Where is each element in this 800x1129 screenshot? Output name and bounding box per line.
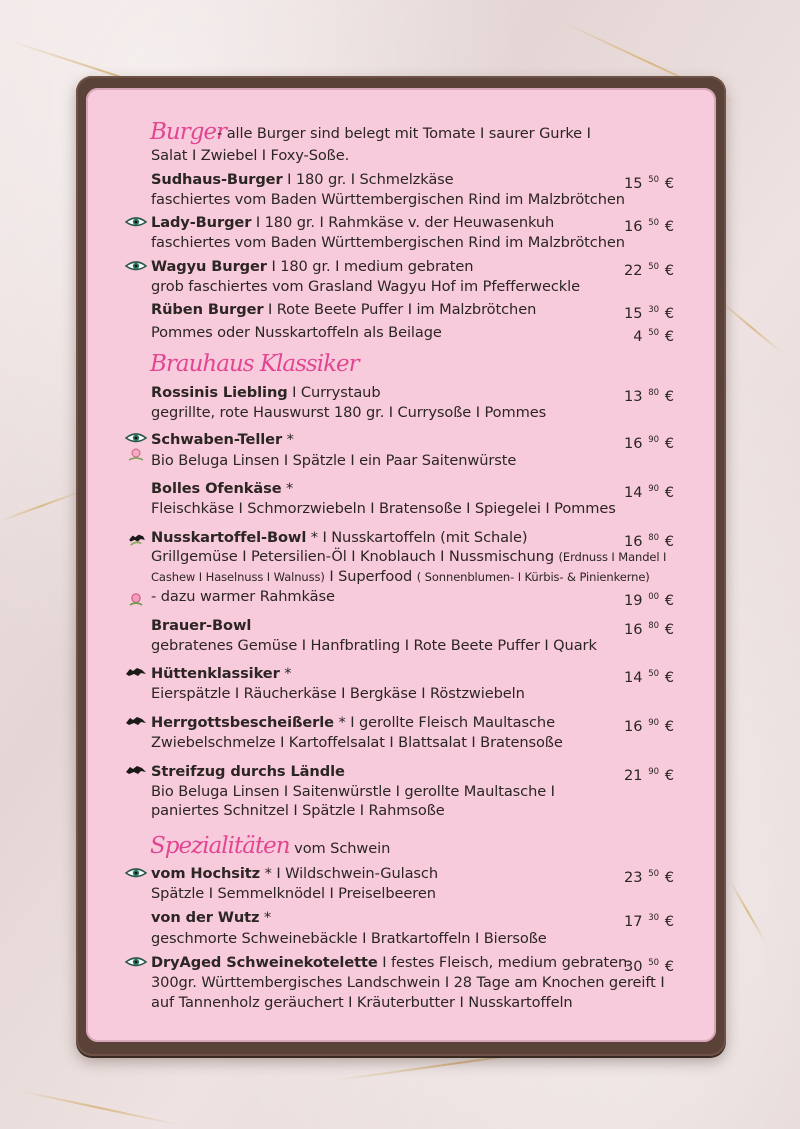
lion-leaf-icon bbox=[126, 532, 148, 546]
menu-item-title: Wagyu Burger I 180 gr. I medium gebraten bbox=[151, 258, 474, 275]
menu-item-desc: gebratenes Gemüse I Hanfbratling I Rote Beete Puffer I Quark bbox=[151, 637, 597, 654]
burger-intro-line-2: Salat I Zwiebel I Foxy-Soße. bbox=[151, 147, 350, 164]
menu-item-desc: 300gr. Württembergisches Landschwein I 28 Tage am Knochen gereift I bbox=[151, 974, 665, 991]
eye-icon bbox=[125, 259, 147, 273]
menu-item-title: Herrgottsbescheißerle * I gerollte Fleisch Maultasche bbox=[151, 714, 555, 731]
section-heading-klassiker: Brauhaus Klassiker bbox=[150, 351, 359, 377]
menu-item-desc: gegrillte, rote Hauswurst 180 gr. I Currysoße I Pommes bbox=[151, 404, 547, 421]
menu-item-title: Lady-Burger I 180 gr. I Rahmkäse v. der Heuwasenkuh bbox=[151, 214, 555, 231]
menu-item-title: Bolles Ofenkäse * bbox=[151, 480, 294, 497]
flower-icon bbox=[127, 591, 145, 607]
menu-item-desc: paniertes Schnitzel I Spätzle I Rahmsoße bbox=[151, 802, 445, 819]
section-heading-burger: Burger bbox=[150, 119, 227, 145]
menu-item-desc: Fleischkäse I Schmorzwiebeln I Bratensoße I Spiegelei I Pommes bbox=[151, 500, 616, 517]
menu-item-price: 16 $^{90}$ € bbox=[624, 435, 674, 452]
menu-item-price: 16 $^{50}$ € bbox=[624, 218, 674, 235]
menu-item-desc: Grillgemüse I Petersilien-Öl I Knoblauch I Nussmischung (Erdnuss I Mandel I bbox=[151, 548, 667, 565]
eye-icon bbox=[125, 955, 147, 969]
menu-item-side: Pommes oder Nusskartoffeln als Beilage bbox=[151, 324, 442, 341]
menu-item-price: 15 $^{30}$ € bbox=[624, 305, 674, 322]
menu-item-price: 13 $^{80}$ € bbox=[624, 388, 674, 405]
menu-item-desc: grob faschiertes vom Grasland Wagyu Hof im Pfefferweckle bbox=[151, 278, 580, 295]
menu-item-price: 19 $^{00}$ € bbox=[624, 592, 674, 609]
menu-item-price: 21 $^{90}$ € bbox=[624, 767, 674, 784]
menu-item-price: 22 $^{50}$ € bbox=[624, 262, 674, 279]
eye-icon bbox=[125, 431, 147, 445]
section-heading-spezial: Spezialitäten vom Schwein bbox=[150, 833, 391, 859]
menu-item-title: Hüttenklassiker * bbox=[151, 665, 292, 682]
flower-icon bbox=[127, 446, 145, 462]
menu-item-addon: - dazu warmer Rahmkäse bbox=[151, 588, 335, 605]
menu-item-price: 14 $^{50}$ € bbox=[624, 669, 674, 686]
menu-item-title: Rüben Burger I Rote Beete Puffer I im Malzbrötchen bbox=[151, 301, 537, 318]
menu-item-price: 23 $^{50}$ € bbox=[624, 869, 674, 886]
menu-item-title: Sudhaus-Burger I 180 gr. I Schmelzkäse bbox=[151, 171, 454, 188]
menu-item-title: von der Wutz * bbox=[151, 909, 272, 926]
menu-item-desc: Bio Beluga Linsen I Spätzle I ein Paar Saitenwürste bbox=[151, 452, 517, 469]
menu-item-title: Rossinis Liebling I Currystaub bbox=[151, 384, 381, 401]
menu-item-title: Nusskartoffel-Bowl * I Nusskartoffeln (mit Schale) bbox=[151, 529, 528, 546]
menu-item-price: 14 $^{90}$ € bbox=[624, 484, 674, 501]
menu-item-price: 17 $^{30}$ € bbox=[624, 913, 674, 930]
lion-icon bbox=[125, 764, 147, 778]
menu-item-title: Brauer-Bowl bbox=[151, 617, 252, 634]
menu-item-desc: faschiertes vom Baden Württembergischen Rind im Malzbrötchen bbox=[151, 191, 625, 208]
menu-item-desc: Cashew I Haselnuss I Walnuss) I Superfood ( Sonnenblumen- I Kürbis- & Pinienkerne) bbox=[151, 568, 650, 585]
menu-item-price: 30 $^{50}$ € bbox=[624, 958, 674, 975]
eye-icon bbox=[125, 866, 147, 880]
menu-item-desc: faschiertes vom Baden Württembergischen Rind im Malzbrötchen bbox=[151, 234, 625, 251]
menu-item-price: 16 $^{90}$ € bbox=[624, 718, 674, 735]
menu-item-desc: Eierspätzle I Räucherkäse I Bergkäse I Röstzwiebeln bbox=[151, 685, 525, 702]
menu-item-price: 4 $^{50}$ € bbox=[633, 328, 674, 345]
menu-item-price: 16 $^{80}$ € bbox=[624, 621, 674, 638]
menu-item-desc: auf Tannenholz geräuchert I Kräuterbutter I Nusskartoffeln bbox=[151, 994, 573, 1011]
lion-icon bbox=[125, 666, 147, 680]
menu-item-desc: Spätzle I Semmelknödel I Preiselbeeren bbox=[151, 885, 436, 902]
menu-item-price: 15 $^{50}$ € bbox=[624, 175, 674, 192]
menu-item-title: DryAged Schweinekotelette I festes Fleisch, medium gebraten bbox=[151, 954, 628, 971]
burger-intro-line-1: - alle Burger sind belegt mit Tomate I saurer Gurke I bbox=[217, 125, 591, 142]
menu-item-price: 16 $^{80}$ € bbox=[624, 533, 674, 550]
lion-icon bbox=[125, 715, 147, 729]
menu-item-desc: geschmorte Schweinebäckle I Bratkartoffeln I Biersoße bbox=[151, 930, 547, 947]
menu-item-title: vom Hochsitz * I Wildschwein-Gulasch bbox=[151, 865, 439, 882]
menu-item-title: Streifzug durchs Ländle bbox=[151, 763, 345, 780]
menu-item-desc: Zwiebelschmelze I Kartoffelsalat I Blattsalat I Bratensoße bbox=[151, 734, 563, 751]
menu-item-title: Schwaben-Teller * bbox=[151, 431, 294, 448]
menu-item-desc: Bio Beluga Linsen I Saitenwürstle I gerollte Maultasche I bbox=[151, 783, 555, 800]
eye-icon bbox=[125, 215, 147, 229]
